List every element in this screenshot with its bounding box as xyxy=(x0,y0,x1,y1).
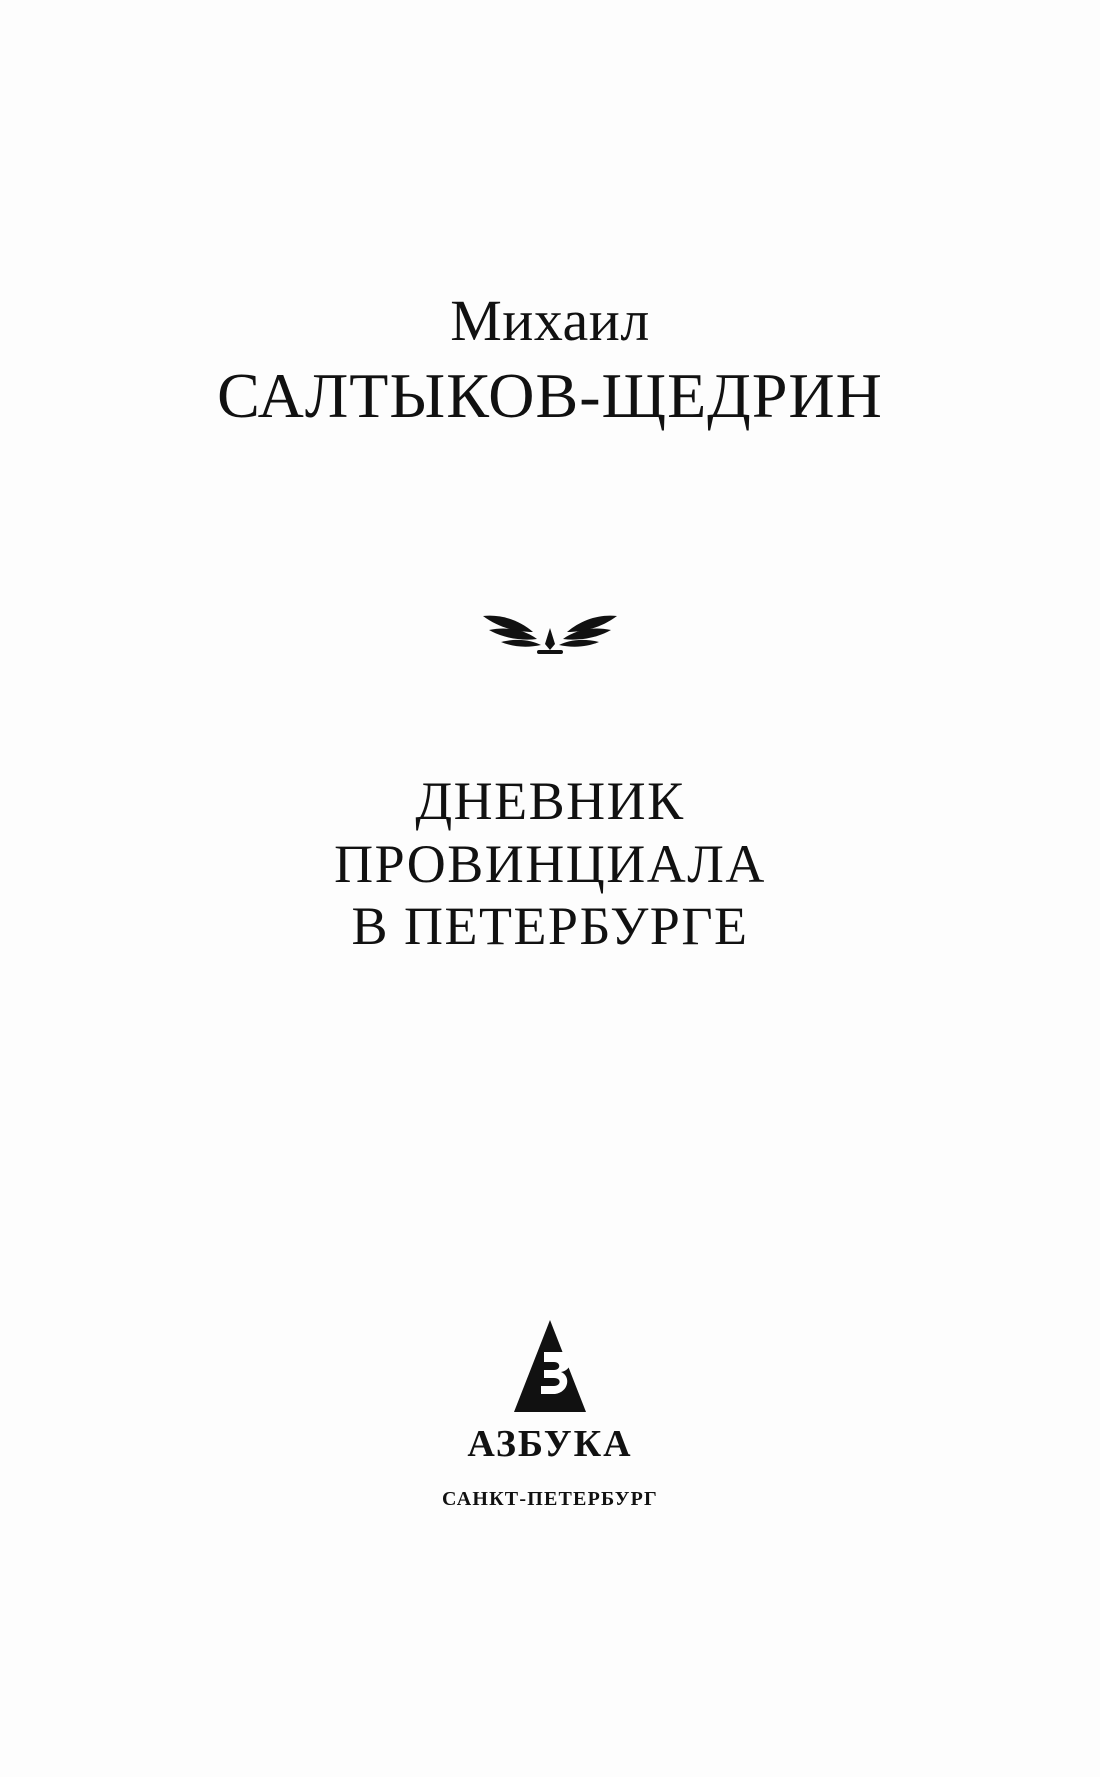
publisher-block xyxy=(0,1318,1100,1511)
laurel-leaves-ornament-icon xyxy=(475,645,625,662)
azbuka-triangle-logo-icon xyxy=(0,1318,1100,1414)
publisher-name: АЗБУКА xyxy=(467,1423,633,1465)
publisher-city: САНКТ-ПЕТЕРБУРГ xyxy=(442,1488,658,1510)
title-line-2: ПРОВИНЦИАЛА xyxy=(334,833,766,894)
author-last-name: САЛТЫКОВ-ЩЕДРИН xyxy=(217,360,883,431)
ornament xyxy=(0,598,1100,658)
book-title xyxy=(0,770,1100,958)
author-block xyxy=(0,288,1100,431)
author-first-name: Михаил xyxy=(450,288,650,353)
title-line-1: ДНЕВНИК xyxy=(415,771,685,831)
title-line-3: В ПЕТЕРБУРГЕ xyxy=(351,896,749,957)
